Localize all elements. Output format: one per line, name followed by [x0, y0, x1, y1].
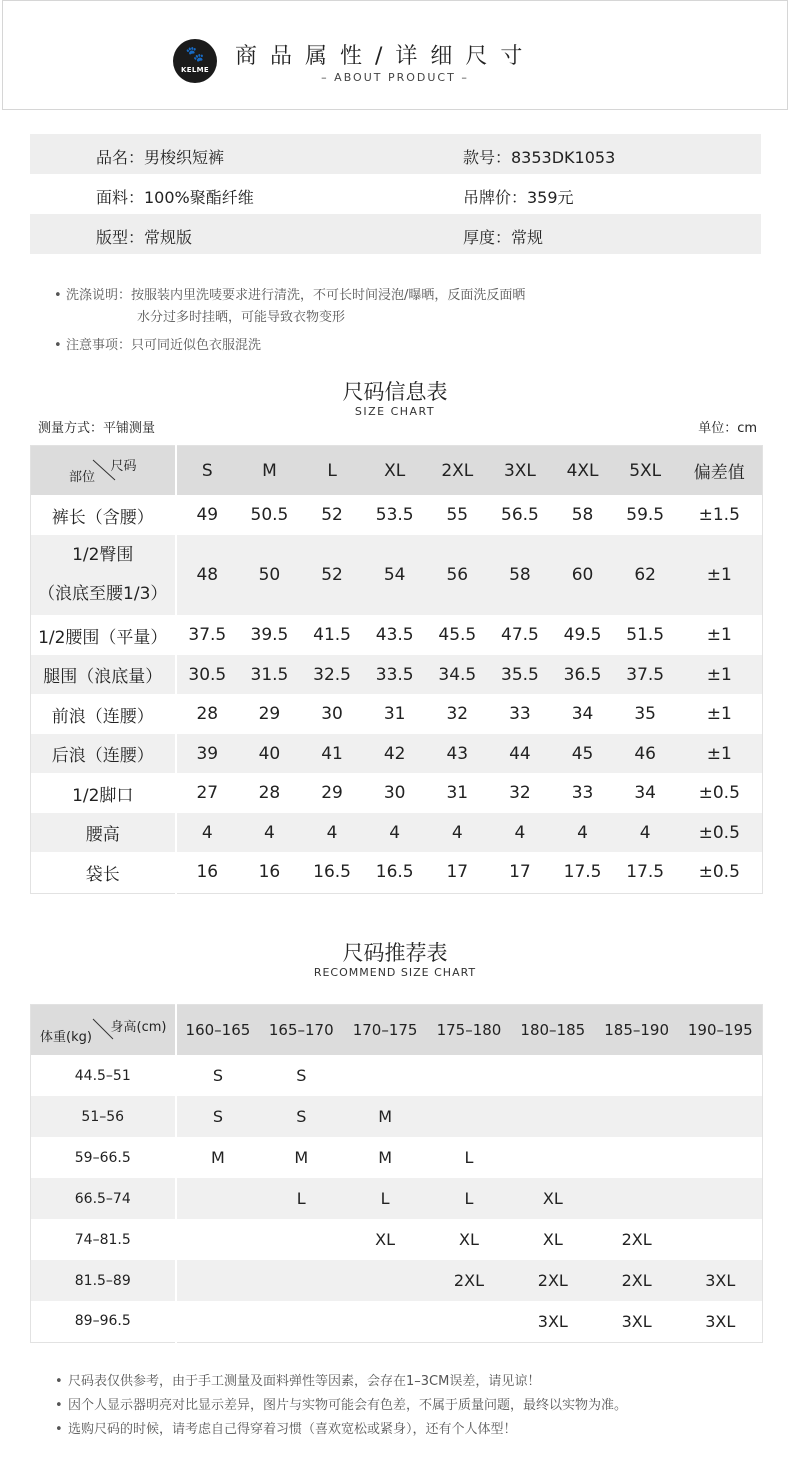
size-chart-table: [30, 445, 763, 894]
table-cell: 31: [446, 783, 469, 803]
table-cell: 60: [551, 535, 614, 615]
table-cell: 44: [489, 734, 552, 773]
measure-method: 测量方式：平铺测量: [38, 421, 156, 436]
table-cell: [427, 1301, 511, 1342]
table-cell: 30: [321, 704, 343, 724]
table-cell: ±1: [677, 734, 763, 773]
table-cell: 40: [238, 734, 301, 773]
unit-label: 单位：cm: [698, 421, 757, 436]
product-info-table: [30, 134, 761, 254]
bullet-icon: •: [54, 338, 62, 353]
row-label: 89–96.5: [31, 1301, 176, 1342]
table-cell: 17.5: [626, 862, 665, 883]
table-cell: 4: [614, 813, 677, 852]
corner-cell: [31, 1005, 176, 1056]
table-cell: 30: [383, 783, 406, 803]
table-cell: [259, 1301, 343, 1342]
table-row: [31, 773, 763, 813]
table-cell: 41.5: [313, 625, 351, 645]
column-header: 170–175: [343, 1005, 427, 1056]
table-cell: [176, 1178, 260, 1219]
row-label: 66.5–74: [31, 1178, 176, 1219]
table-row: [31, 734, 763, 773]
table-cell: 49.5: [563, 625, 602, 645]
wash-text: 按服装内里洗唛要求进行清洗，不可长时间浸泡/曝晒，反面洗反面晒: [131, 288, 526, 303]
table-cell: 47.5: [501, 625, 539, 645]
table-cell: 53.5: [375, 505, 414, 525]
table-cell: ±0.5: [698, 862, 740, 883]
table-header-row: [31, 446, 763, 496]
table-cell: [427, 1096, 511, 1137]
wash-note: [52, 285, 525, 307]
table-row: [31, 852, 763, 893]
column-header: 偏差值: [677, 446, 763, 496]
table-cell: [679, 1178, 763, 1219]
table-cell: L: [464, 1148, 474, 1167]
row-label: 59–66.5: [31, 1137, 176, 1178]
column-header: 190–195: [679, 1005, 763, 1056]
corner-cell: [31, 446, 176, 496]
info-row: [30, 214, 761, 254]
table-cell: 39: [176, 734, 239, 773]
column-header: 180–185: [511, 1005, 595, 1056]
corner-top-label: 身高(cm): [110, 1020, 167, 1035]
table-cell: [176, 1260, 260, 1301]
wash-text-continued: 水分过多时挂晒，可能导致衣物变形: [137, 310, 346, 325]
table-cell: 37.5: [614, 655, 677, 694]
column-header: 4XL: [551, 446, 614, 496]
table-cell: 50.5: [250, 505, 289, 525]
info-row: [30, 174, 761, 214]
table-cell: [595, 1137, 679, 1178]
table-cell: ±0.5: [677, 813, 763, 852]
row-label-line1: 1/2臀围: [72, 545, 134, 565]
footnote-text: 因个人显示器明亮对比显示差异，图片与实物可能会有色差，不属于质量问题，最终以实物为准。: [68, 1398, 628, 1413]
table-cell: 3XL: [621, 1311, 652, 1331]
table-cell: [343, 1260, 427, 1301]
table-cell: 4: [489, 813, 552, 852]
table-cell: 58: [489, 535, 552, 615]
table-cell: 16.5: [375, 862, 414, 883]
table-cell: 28: [196, 704, 219, 724]
column-header: 160–165: [176, 1005, 260, 1056]
table-cell: 16.5: [313, 862, 351, 883]
table-cell: 43: [426, 734, 489, 773]
table-cell: M: [343, 1096, 427, 1137]
table-cell: 32: [509, 783, 531, 803]
size-chart-title: 尺码信息表: [342, 380, 448, 404]
column-header: 5XL: [614, 446, 677, 496]
table-cell: M: [294, 1148, 309, 1167]
table-cell: S: [176, 1096, 260, 1137]
table-cell: 41: [301, 734, 364, 773]
table-cell: 52: [301, 535, 364, 615]
table-cell: M: [211, 1148, 225, 1167]
table-cell: 58: [571, 505, 594, 525]
table-row: [31, 813, 763, 852]
table-cell: 32.5: [301, 655, 364, 694]
table-cell: S: [296, 1066, 307, 1085]
recommend-chart-subtitle: RECOMMEND SIZE CHART: [313, 966, 477, 979]
table-cell: 35: [634, 704, 656, 724]
table-cell: [343, 1301, 427, 1342]
table-cell: 34: [634, 783, 656, 803]
table-cell: [259, 1260, 343, 1301]
table-cell: 2XL: [511, 1260, 595, 1301]
table-cell: 42: [363, 734, 426, 773]
info-name: 品名：男梭织短裤: [96, 148, 225, 167]
column-header: 185–190: [595, 1005, 679, 1056]
table-cell: L: [427, 1178, 511, 1219]
table-row: [31, 1301, 763, 1342]
table-cell: 2XL: [595, 1260, 679, 1301]
table-row: [31, 1260, 763, 1301]
table-cell: 30.5: [176, 655, 239, 694]
table-cell: [427, 1055, 511, 1096]
column-header: S: [176, 446, 239, 496]
table-cell: 48: [176, 535, 239, 615]
footnotes: [55, 1370, 627, 1442]
row-label: 44.5–51: [31, 1055, 176, 1096]
table-cell: [176, 1301, 260, 1342]
table-row: [31, 694, 763, 734]
table-cell: 35.5: [489, 655, 552, 694]
footnote-item: [55, 1394, 627, 1418]
recommend-chart-title: 尺码推荐表: [342, 941, 448, 965]
table-cell: [511, 1055, 595, 1096]
table-cell: 54: [363, 535, 426, 615]
row-label: 74–81.5: [31, 1219, 176, 1260]
table-cell: [259, 1219, 343, 1260]
caution-text: 只可同近似色衣服混洗: [131, 338, 262, 353]
table-cell: 17.5: [563, 862, 602, 883]
table-cell: [679, 1137, 763, 1178]
bullet-icon: •: [55, 1422, 63, 1437]
table-cell: ±1: [706, 625, 732, 645]
table-row: [31, 615, 763, 655]
table-cell: 32: [446, 704, 469, 724]
table-cell: XL: [375, 1230, 396, 1249]
table-cell: 27: [196, 783, 219, 803]
table-cell: 4: [176, 813, 239, 852]
table-cell: ±1: [677, 655, 763, 694]
table-cell: XL: [459, 1230, 479, 1249]
table-cell: ±1.5: [698, 505, 740, 525]
table-cell: ±0.5: [698, 783, 740, 803]
table-cell: 34.5: [426, 655, 489, 694]
corner-bottom-label: 部位: [69, 470, 96, 485]
table-cell: 49: [196, 505, 219, 525]
column-header: 2XL: [426, 446, 489, 496]
table-cell: 4: [301, 813, 364, 852]
info-thickness: 厚度：常规: [463, 228, 544, 247]
column-header: 165–170: [259, 1005, 343, 1056]
paw-icon: 🐾: [185, 45, 205, 63]
corner-top-label: 尺码: [110, 459, 137, 474]
table-cell: 4: [551, 813, 614, 852]
table-cell: [595, 1055, 679, 1096]
table-cell: 37.5: [188, 625, 227, 645]
table-cell: 62: [614, 535, 677, 615]
table-cell: 51.5: [626, 625, 665, 645]
bullet-icon: •: [55, 1374, 63, 1389]
table-row: [31, 1178, 763, 1219]
table-cell: 17: [509, 862, 531, 883]
table-cell: 31.5: [238, 655, 301, 694]
table-cell: 2XL: [621, 1230, 652, 1249]
info-style-number: 款号：8353DK1053: [463, 148, 616, 167]
table-cell: 56: [426, 535, 489, 615]
table-cell: 59.5: [626, 505, 665, 525]
table-row: [31, 535, 763, 615]
table-cell: [595, 1178, 679, 1219]
info-fit: 版型：常规版: [96, 228, 193, 247]
row-label: 81.5–89: [31, 1260, 176, 1301]
table-row: [31, 495, 763, 535]
table-cell: 3XL: [537, 1311, 568, 1331]
table-row: [31, 1219, 763, 1260]
table-cell: ±1: [706, 704, 732, 724]
table-cell: 45: [551, 734, 614, 773]
row-label: 袋长: [31, 852, 176, 893]
row-label: 腿围（浪底量）: [31, 655, 176, 694]
corner-bottom-label: 体重(kg): [40, 1030, 92, 1045]
footnote-text: 尺码表仅供参考，由于手工测量及面料弹性等因素，会存在1–3CM误差，请见谅！: [68, 1374, 541, 1389]
row-label: 裤长（含腰）: [31, 495, 176, 535]
care-notes: [52, 285, 525, 357]
table-cell: [176, 1219, 260, 1260]
column-header: L: [301, 446, 364, 496]
table-cell: 33: [509, 704, 531, 724]
table-cell: 3XL: [679, 1260, 763, 1301]
table-cell: [679, 1096, 763, 1137]
table-cell: XL: [542, 1230, 563, 1249]
table-cell: 52: [321, 505, 343, 525]
table-cell: [595, 1096, 679, 1137]
table-cell: 17: [446, 862, 469, 883]
table-cell: [679, 1055, 763, 1096]
table-cell: M: [378, 1148, 393, 1167]
recommend-chart-table: [30, 1004, 763, 1343]
table-cell: 4: [426, 813, 489, 852]
wash-label: 洗涤说明：: [66, 288, 132, 303]
column-header: 175–180: [427, 1005, 511, 1056]
table-cell: 34: [571, 704, 594, 724]
row-label: 前浪（连腰）: [31, 694, 176, 734]
size-chart-subtitle: SIZE CHART: [354, 405, 436, 418]
info-fabric: 面料：100%聚酯纤维: [96, 188, 254, 207]
table-cell: 4: [363, 813, 426, 852]
header-title: 商品属性/详细尺寸: [235, 44, 536, 69]
table-cell: 43.5: [375, 625, 414, 645]
table-cell: 50: [238, 535, 301, 615]
caution-note: [52, 335, 525, 357]
table-row: [31, 1137, 763, 1178]
table-cell: 31: [383, 704, 406, 724]
column-header: 3XL: [489, 446, 552, 496]
row-label: 51–56: [31, 1096, 176, 1137]
row-label: [31, 535, 176, 615]
table-cell: 2XL: [427, 1260, 511, 1301]
table-cell: 3XL: [705, 1311, 736, 1331]
column-header: M: [238, 446, 301, 496]
row-label: 腰高: [31, 813, 176, 852]
table-header-row: [31, 1005, 763, 1056]
table-row: [31, 1055, 763, 1096]
table-cell: 46: [614, 734, 677, 773]
table-cell: 39.5: [250, 625, 289, 645]
table-cell: 28: [258, 783, 281, 803]
table-cell: 4: [238, 813, 301, 852]
header-subtitle: – ABOUT PRODUCT –: [321, 71, 469, 84]
diagonal-line: [31, 446, 176, 495]
table-cell: L: [259, 1178, 343, 1219]
info-tag-price: 吊牌价：359元: [463, 188, 574, 207]
table-cell: 29: [321, 783, 343, 803]
row-label: 后浪（连腰）: [31, 734, 176, 773]
table-cell: XL: [511, 1178, 595, 1219]
bullet-icon: •: [54, 288, 62, 303]
table-row: [31, 1096, 763, 1137]
row-label: 1/2脚口: [31, 773, 176, 813]
table-cell: 45.5: [438, 625, 477, 645]
table-cell: S: [259, 1096, 343, 1137]
footnote-item: [55, 1418, 627, 1442]
table-cell: 16: [196, 862, 219, 883]
bullet-icon: •: [55, 1398, 63, 1413]
table-cell: 36.5: [551, 655, 614, 694]
table-cell: [511, 1096, 595, 1137]
table-cell: S: [212, 1066, 223, 1085]
table-row: [31, 655, 763, 694]
table-cell: 56.5: [501, 505, 539, 525]
footnote-item: [55, 1370, 627, 1394]
column-header: XL: [363, 446, 426, 496]
table-cell: [343, 1055, 427, 1096]
table-cell: 33: [571, 783, 594, 803]
table-cell: ±1: [677, 535, 763, 615]
table-cell: [679, 1219, 763, 1260]
logo-text: KELME: [181, 66, 209, 74]
caution-label: 注意事项：: [66, 338, 132, 353]
header-banner: [2, 0, 788, 110]
table-cell: 16: [258, 862, 281, 883]
footnote-text: 选购尺码的时候，请考虑自己得穿着习惯（喜欢宽松或紧身），还有个人体型！: [68, 1422, 517, 1437]
table-cell: 55: [446, 505, 469, 525]
info-row: [30, 134, 761, 174]
table-cell: L: [343, 1178, 427, 1219]
row-label-line2: （浪底至腰1/3）: [38, 584, 168, 604]
table-cell: 29: [258, 704, 281, 724]
table-cell: [511, 1137, 595, 1178]
table-cell: 33.5: [363, 655, 426, 694]
row-label: 1/2腰围（平量）: [31, 615, 176, 655]
